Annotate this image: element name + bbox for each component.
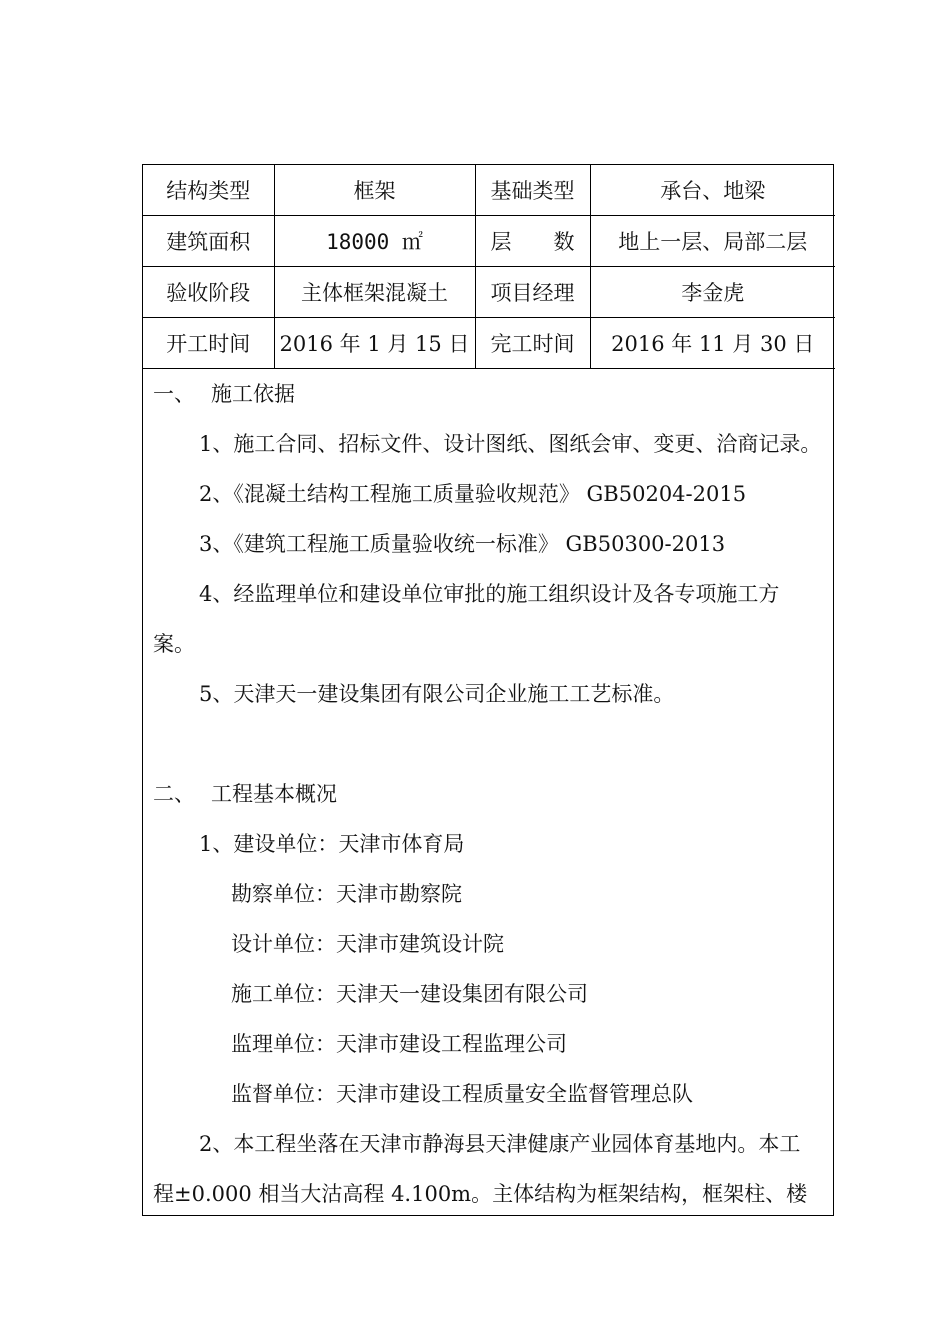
building-area-label: 建筑面积 [143, 216, 274, 267]
project-info-table [143, 165, 835, 369]
foundation-type-label: 基础类型 [475, 165, 590, 216]
unit-line: 监理单位：天津市建设工程监理公司 [231, 1032, 567, 1056]
basis-item-continuation: 案。 [153, 632, 195, 656]
unit-line: 1、建设单位：天津市体育局 [199, 832, 465, 856]
floors-label: 层 数 [475, 216, 590, 267]
section-heading-overview [153, 769, 833, 819]
unit-line: 勘察单位：天津市勘察院 [231, 882, 462, 906]
unit-line: 设计单位：天津市建筑设计院 [231, 932, 504, 956]
section-heading-basis [153, 369, 833, 419]
table-row [143, 165, 835, 216]
overview-paragraph-line: 2、本工程坐落在天津市静海县天津健康产业园体育基地内。本工 [199, 1132, 801, 1156]
basis-item: 1、施工合同、招标文件、设计图纸、图纸会审、变更、洽商记录。 [199, 432, 822, 456]
unit-line: 施工单位：天津天一建设集团有限公司 [231, 982, 588, 1006]
project-manager-label: 项目经理 [475, 267, 590, 318]
end-date-label: 完工时间 [475, 318, 590, 369]
section-title: 施工依据 [211, 382, 295, 406]
basis-item: 4、经监理单位和建设单位审批的施工组织设计及各专项施工方 [199, 582, 780, 606]
table-row [143, 216, 835, 267]
acceptance-stage-label: 验收阶段 [143, 267, 274, 318]
structure-type-value: 框架 [274, 165, 475, 216]
overview-paragraph-line: 程±0.000 相当大沽高程 4.100m。主体结构为框架结构，框架柱、楼 [153, 1182, 808, 1206]
project-manager-value: 李金虎 [590, 267, 835, 318]
basis-item: 2、《混凝土结构工程施工质量验收规范》 GB50204-2015 [199, 482, 747, 506]
section-number: 一、 [153, 382, 195, 406]
table-row [143, 267, 835, 318]
document-frame [142, 164, 834, 1216]
foundation-type-value: 承台、地梁 [590, 165, 835, 216]
section-title: 工程基本概况 [211, 782, 337, 806]
basis-item: 3、《建筑工程施工质量验收统一标准》 GB50300-2013 [199, 532, 726, 556]
building-area-value: 18000 ㎡ [274, 216, 475, 267]
end-date-value: 2016 年 11 月 30 日 [590, 318, 835, 369]
basis-item: 5、天津天一建设集团有限公司企业施工工艺标准。 [199, 682, 675, 706]
spacer [153, 719, 833, 769]
unit-line: 监督单位：天津市建设工程质量安全监督管理总队 [231, 1082, 693, 1106]
section-number: 二、 [153, 782, 195, 806]
acceptance-stage-value: 主体框架混凝土 [274, 267, 475, 318]
start-date-label: 开工时间 [143, 318, 274, 369]
structure-type-label: 结构类型 [143, 165, 274, 216]
floors-value: 地上一层、局部二层 [590, 216, 835, 267]
start-date-value: 2016 年 1 月 15 日 [274, 318, 475, 369]
document-body [143, 369, 833, 1219]
table-row [143, 318, 835, 369]
